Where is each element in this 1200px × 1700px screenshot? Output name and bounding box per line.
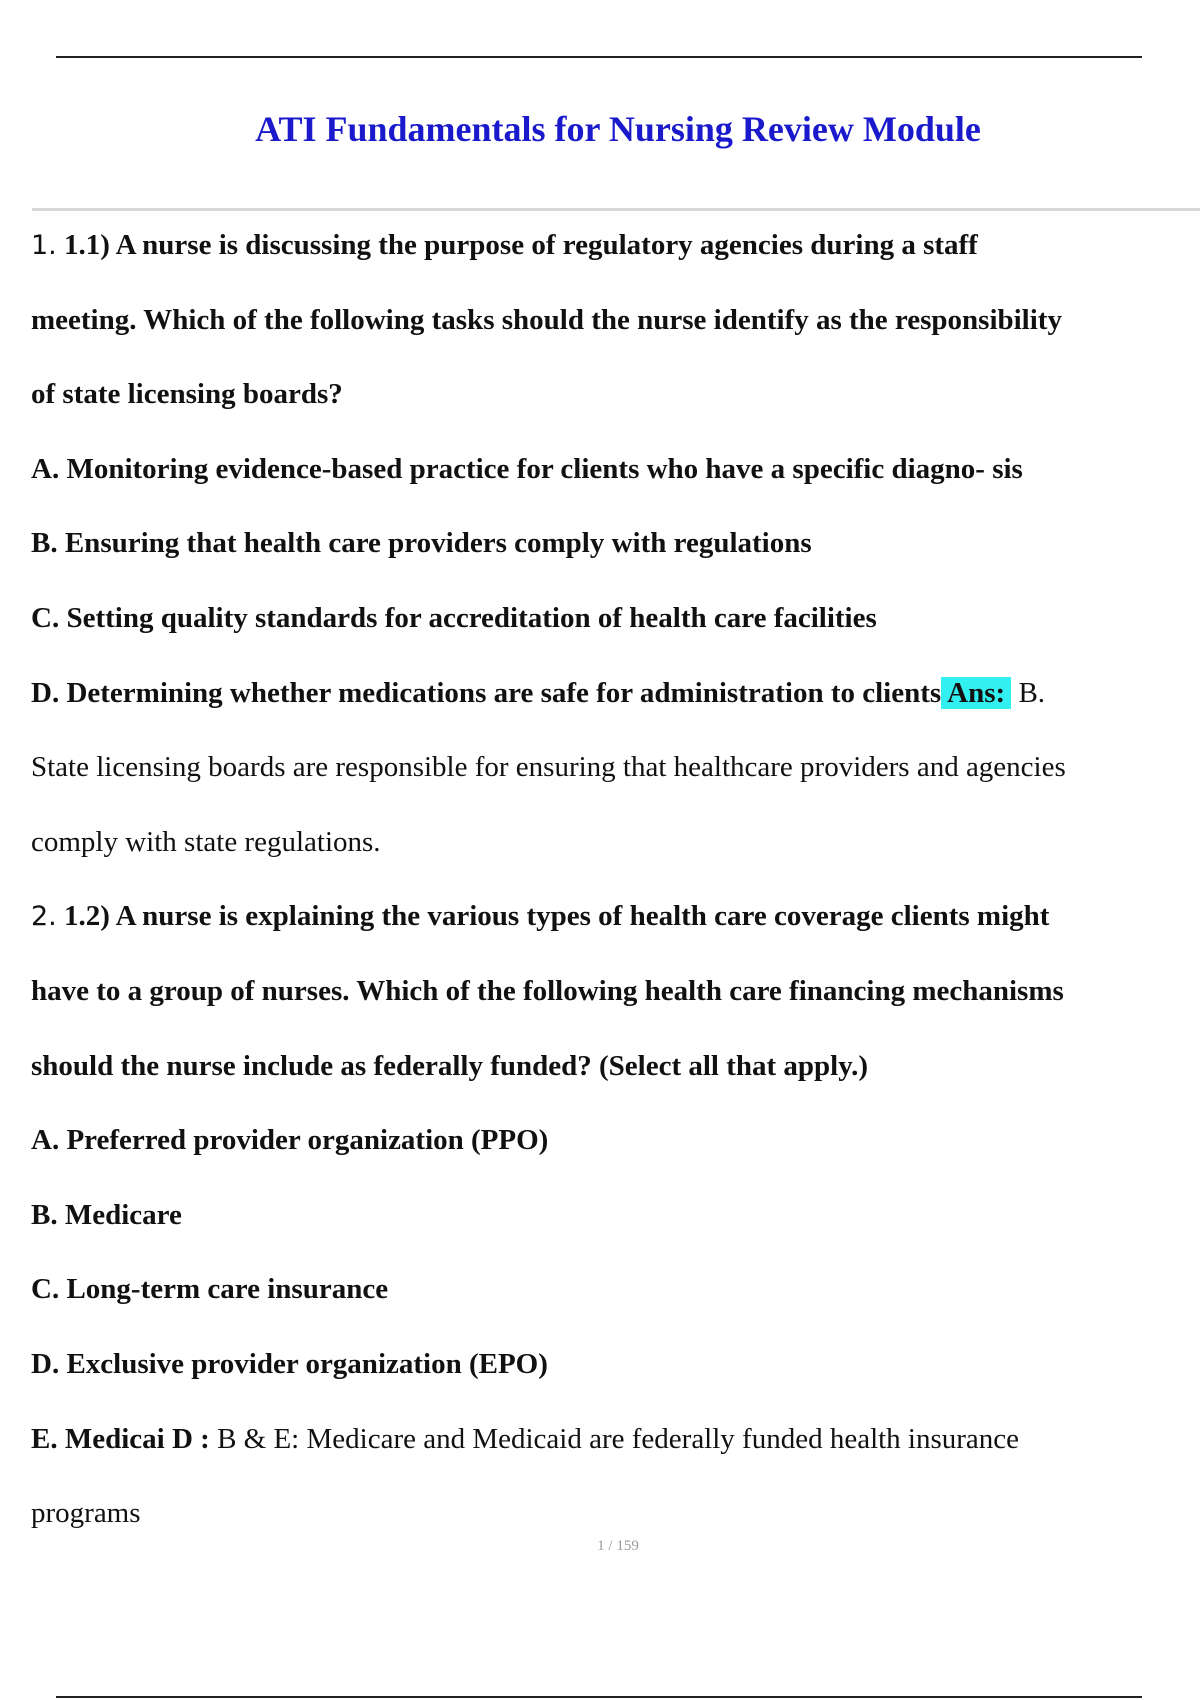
question-2-stem-line-2: have to a group of nurses. Which of the following health care financing mechanisms xyxy=(31,974,1064,1007)
page-number: 1 / 159 xyxy=(597,1538,639,1554)
question-2-option-a: A. Preferred provider organization (PPO) xyxy=(31,1124,549,1157)
question-number: 2. xyxy=(31,901,57,933)
question-1-stem-line-2: meeting. Which of the following tasks should the nurse identify as the responsibility xyxy=(31,303,1062,336)
question-2-option-d: D. Exclusive provider organization (EPO) xyxy=(31,1347,548,1380)
document-body xyxy=(31,208,1191,1551)
document-title: ATI Fundamentals for Nursing Review Module xyxy=(255,109,981,149)
answer-value: B. xyxy=(1011,676,1046,709)
answer-value: B & E: Medicare and Medicaid are federally funded health insurance xyxy=(209,1422,1020,1455)
question-1-option-b: B. Ensuring that health care providers comply with regulations xyxy=(31,527,812,560)
question-2-rationale-line-1: programs xyxy=(31,1497,141,1530)
footer-rule xyxy=(56,1696,1142,1698)
question-2-option-c: C. Long-term care insurance xyxy=(31,1273,389,1306)
question-1-stem-line-1 xyxy=(31,208,1191,283)
question-1-option-d: D. Determining whether medications are safe for administration to clients xyxy=(31,676,942,709)
question-1-option-d-with-answer xyxy=(31,656,1191,731)
question-1-rationale-line-1: State licensing boards are responsible for ensuring that healthcare providers and agencies xyxy=(31,751,1066,784)
question-2-option-e-with-answer xyxy=(31,1402,1191,1477)
question-1-stem-line-3: of state licensing boards? xyxy=(31,378,343,411)
question-number: 1. xyxy=(31,230,57,261)
answer-label-highlight: Ans: xyxy=(941,677,1011,709)
question-2-option-e: E. Medicai D : xyxy=(31,1422,210,1455)
question-1-option-c: C. Setting quality standards for accreditation of health care facilities xyxy=(31,601,877,634)
question-stem-text: 1.1) A nurse is discussing the purpose of regulatory agencies during a staff xyxy=(56,229,978,261)
question-2-option-b: B. Medicare xyxy=(31,1198,182,1231)
question-stem-text: 1.2) A nurse is explaining the various types of health care coverage clients might xyxy=(56,900,1050,933)
question-1-option-a: A. Monitoring evidence-based practice for clients who have a specific diagno- sis xyxy=(31,452,1023,485)
question-2-stem-line-3: should the nurse include as federally funded? (Select all that apply.) xyxy=(31,1049,869,1082)
question-2-stem-line-1 xyxy=(31,879,1191,954)
header-rule xyxy=(56,56,1142,58)
question-1-rationale-line-2: comply with state regulations. xyxy=(31,825,381,858)
